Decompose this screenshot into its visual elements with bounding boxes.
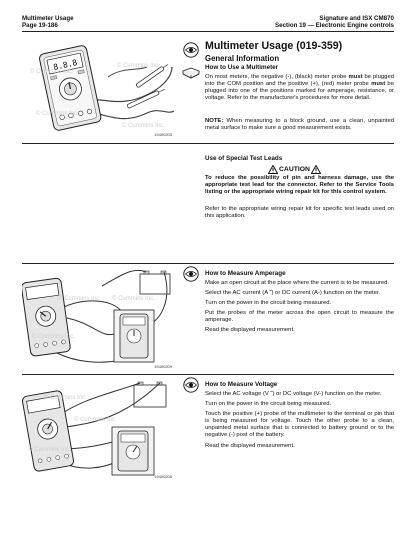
note-paragraph: [205, 118, 394, 132]
header-right: [275, 15, 394, 29]
amperage-illustration: [22, 268, 175, 371]
eye-icon: [183, 266, 199, 282]
figure-voltage: [22, 379, 175, 481]
multimeter-instructions: On most meters, the negative (-), (black) meter probe must be plugged into the COM position and the positive (+), (red) meter probe must be plugged into one of the positions marked for amperage, resistance, or voltage. Refer to the manufacturer's procedures for more detail.: [205, 74, 394, 102]
step-text: Read the displayed measurement.: [205, 442, 295, 449]
watermark: © Cummins Inc.: [58, 296, 101, 302]
header-divider: [22, 31, 394, 32]
header-title: Multimeter Usage: [22, 15, 74, 22]
header-left: [22, 15, 74, 29]
step-text: Read the displayed measurement.: [205, 327, 295, 334]
caution-text: To reduce the possibility of pin and harness damage, use the appropriate test lead for the connector. Refer to the Service Tools listing or the appropriate wiring repair kit for this control system.: [205, 175, 394, 196]
page-title: Multimeter Usage (019-359): [205, 40, 343, 52]
howto-heading: How to Use a Multimeter: [205, 64, 279, 71]
watermark: © Cummins Inc.: [30, 69, 73, 75]
watermark: © Cummins Inc.: [122, 123, 165, 129]
step-text: Select the AC current (A ˜) or DC current (A-) function on the meter.: [205, 290, 381, 297]
general-info-heading: General Information: [205, 54, 280, 63]
caution-triangle-icon: [311, 165, 321, 174]
step-text: Put the probes of the meter across the open circuit to measure the amperage.: [205, 310, 394, 324]
watermark: © Cummins Inc.: [32, 334, 75, 340]
caution-banner: [268, 164, 321, 174]
step-text: Touch the positive (+) probe of the multimeter to the terminal or pin that is being measured for voltage. Touch the other probe to a clean, unpainted metal surface that is connected to battery ground or to the negative (-) post of the battery.: [205, 411, 394, 439]
eye-icon: [183, 42, 199, 58]
caution-label: CAUTION: [279, 165, 310, 173]
caution-triangle-icon: [268, 165, 278, 174]
section-divider: [22, 263, 394, 264]
watermark: © Cummins Inc.: [28, 447, 71, 453]
section-divider: [22, 374, 394, 375]
note-text: When measuring to a block ground, use a clean, unpainted metal surface to make sure a good measurement exists.: [205, 118, 394, 132]
figure-id: 19400205: [154, 474, 172, 479]
svg-text:8.8.8: 8.8.8: [52, 58, 79, 72]
note-label: NOTE:: [205, 118, 224, 124]
step-text: Select the AC voltage (V ˜) or DC voltage (V-) function on the meter.: [205, 391, 382, 397]
book-icon: [182, 67, 200, 79]
amperage-heading: How to Measure Amperage: [205, 270, 286, 277]
watermark: © Cummins Inc.: [112, 296, 155, 302]
header-page-number: Page 19-186: [22, 22, 58, 29]
step-text: Turn on the power in the circuit being measured.: [205, 401, 332, 408]
figure-multimeter: [22, 37, 175, 139]
figure-amperage: [22, 268, 175, 371]
step-text: Make an open circuit at the place where the current is to be measured.: [205, 280, 390, 286]
figure-id: 19400203: [154, 132, 172, 137]
special-test-leads-heading: Use of Special Test Leads: [205, 155, 283, 162]
watermark: © Cummins Inc.: [36, 111, 79, 117]
watermark: © Cummins Inc.: [44, 395, 87, 401]
amperage-steps: [205, 280, 394, 335]
voltage-heading: How to Measure Voltage: [205, 381, 278, 388]
step-text: Turn on the power in the circuit being measured.: [205, 300, 332, 307]
header-engine: Signature and ISX CM870: [319, 15, 394, 22]
voltage-steps: [205, 391, 394, 450]
section-divider: [22, 143, 394, 144]
header-section: Section 19 — Electronic Engine controls: [275, 22, 394, 29]
figure-id: 19400209: [154, 364, 172, 369]
eye-icon: [183, 377, 199, 393]
test-leads-paragraph: Refer to the appropriate wiring repair kit for specific test leads used on this application.: [205, 206, 394, 220]
watermark: © Cummins Inc.: [117, 63, 160, 69]
watermark: © Cummins Inc.: [74, 417, 117, 423]
